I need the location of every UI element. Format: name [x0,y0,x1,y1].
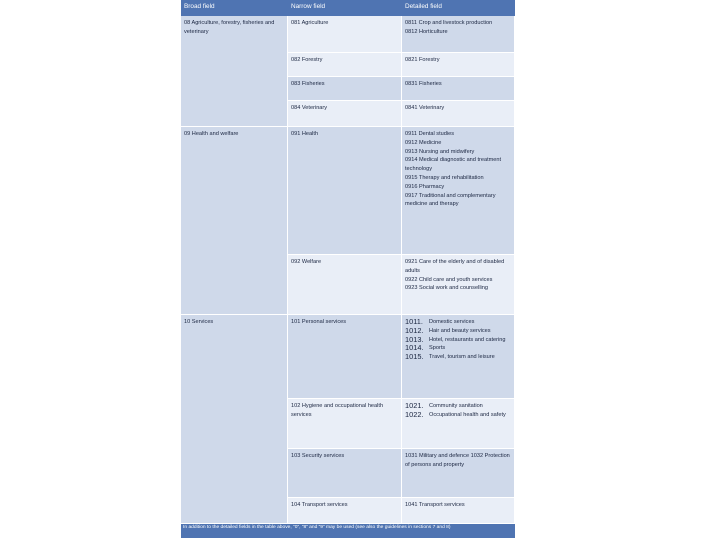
detailed-cell-092 [402,255,515,315]
header-narrow-field: Narrow field [291,3,326,10]
table-header [181,0,515,16]
broad-cell-10 [181,315,288,524]
broad-field-label: 09 Health and welfare [184,131,239,137]
broad-cell-08 [181,16,288,127]
detailed-field-item: 0811 Crop and livestock production [405,20,493,26]
detailed-field-code: 1014. [405,343,424,353]
detailed-field-item [405,353,511,362]
narrow-field-label: 091 Health [291,131,319,137]
narrow-field-label: 101 Personal services [291,319,347,325]
detailed-field-code: 1011. [405,317,423,326]
broad-cell-09 [181,127,288,315]
narrow-cell-101 [288,315,402,399]
detailed-field-text: Travel, tourism and leisure [429,354,495,361]
narrow-cell-081 [288,16,402,53]
isced-fields-table [181,0,515,538]
narrow-field-label: 084 Veterinary [291,105,328,111]
detailed-field-item: 0921 Care of the elderly and of disabled adults [405,259,505,274]
narrow-field-label: 083 Fisheries [291,81,325,87]
detailed-field-code: 1022. [405,409,424,419]
narrow-field-label: 082 Forestry [291,57,323,63]
detailed-field-item: 0911 Dental studies [405,131,455,137]
detailed-field-text: Hotel, restaurants and catering [429,336,506,343]
detailed-field-text: Domestic services [429,319,475,325]
detailed-field-text: Community sanitation [429,403,483,409]
detailed-cell-091 [402,127,515,255]
narrow-field-label: 092 Welfare [291,259,322,265]
detailed-cell-081 [402,16,515,53]
narrow-cell-104 [288,498,402,524]
detailed-field-item: 0922 Child care and youth services [405,276,493,283]
narrow-cell-083 [288,77,402,101]
detailed-field-item: 0914 Medical diagnostic and treatment technology [405,157,502,173]
broad-field-label: 08 Agriculture, forestry, fisheries and veterinary [184,20,275,35]
narrow-field-label: 081 Agriculture [291,20,329,26]
detailed-field-code: 1012. [405,325,424,335]
narrow-cell-091 [288,127,402,255]
detailed-field-item: 0923 Social work and counselling [405,285,489,292]
detailed-cell-102 [402,399,515,449]
detailed-field-code: 1021. [405,401,424,410]
detailed-field-item: 0916 Pharmacy [405,183,445,190]
detailed-field-text: Sports [429,345,446,352]
detailed-field-code: 1015. [405,352,424,362]
narrow-field-label: 102 Hygiene and occupational health services [291,403,384,418]
table-footnote: In addition to the detailed fields in the table above, “0”, “8” and “9” may be used (see also the guidelines in sections 7 and 8) [181,524,515,538]
detailed-field-item: 0821 Forestry [405,57,440,63]
detailed-field-item: 0912 Medicine [405,139,442,146]
detailed-field-item: 0915 Therapy and rehabilitation [405,174,484,181]
broad-field-label: 10 Services [184,319,214,325]
narrow-cell-084 [288,101,402,127]
narrow-cell-102 [288,399,402,449]
narrow-field-label: 103 Security services [291,453,345,459]
detailed-field-text: Hair and beauty services [429,327,491,334]
detailed-cell-082 [402,53,515,77]
detailed-cell-101 [402,315,515,399]
narrow-field-label: 104 Transport services [291,502,348,508]
detailed-cell-103 [402,449,515,498]
detailed-field-item: 0841 Veterinary [405,105,445,111]
detailed-cell-083 [402,77,515,101]
detailed-field-item: 1031 Military and defence 1032 Protection of persons and property [405,453,510,468]
detailed-field-item: 0812 Horticulture [405,28,448,35]
detailed-cell-084 [402,101,515,127]
detailed-field-item: 0831 Fisheries [405,81,442,87]
narrow-cell-103 [288,449,402,498]
detailed-field-code: 1013. [405,334,424,344]
detailed-cell-104 [402,498,515,524]
detailed-field-item: 1041 Transport services [405,502,465,508]
header-detailed-field: Detailed field [405,3,442,10]
detailed-field-text: Occupational health and safety [429,411,506,418]
header-broad-field: Broad field [184,3,215,10]
detailed-field-item [405,411,511,420]
detailed-field-item: 0917 Traditional and complementary medicine and therapy [405,192,496,208]
narrow-cell-082 [288,53,402,77]
detailed-field-item: 0913 Nursing and midwifery [405,148,475,155]
narrow-cell-092 [288,255,402,315]
